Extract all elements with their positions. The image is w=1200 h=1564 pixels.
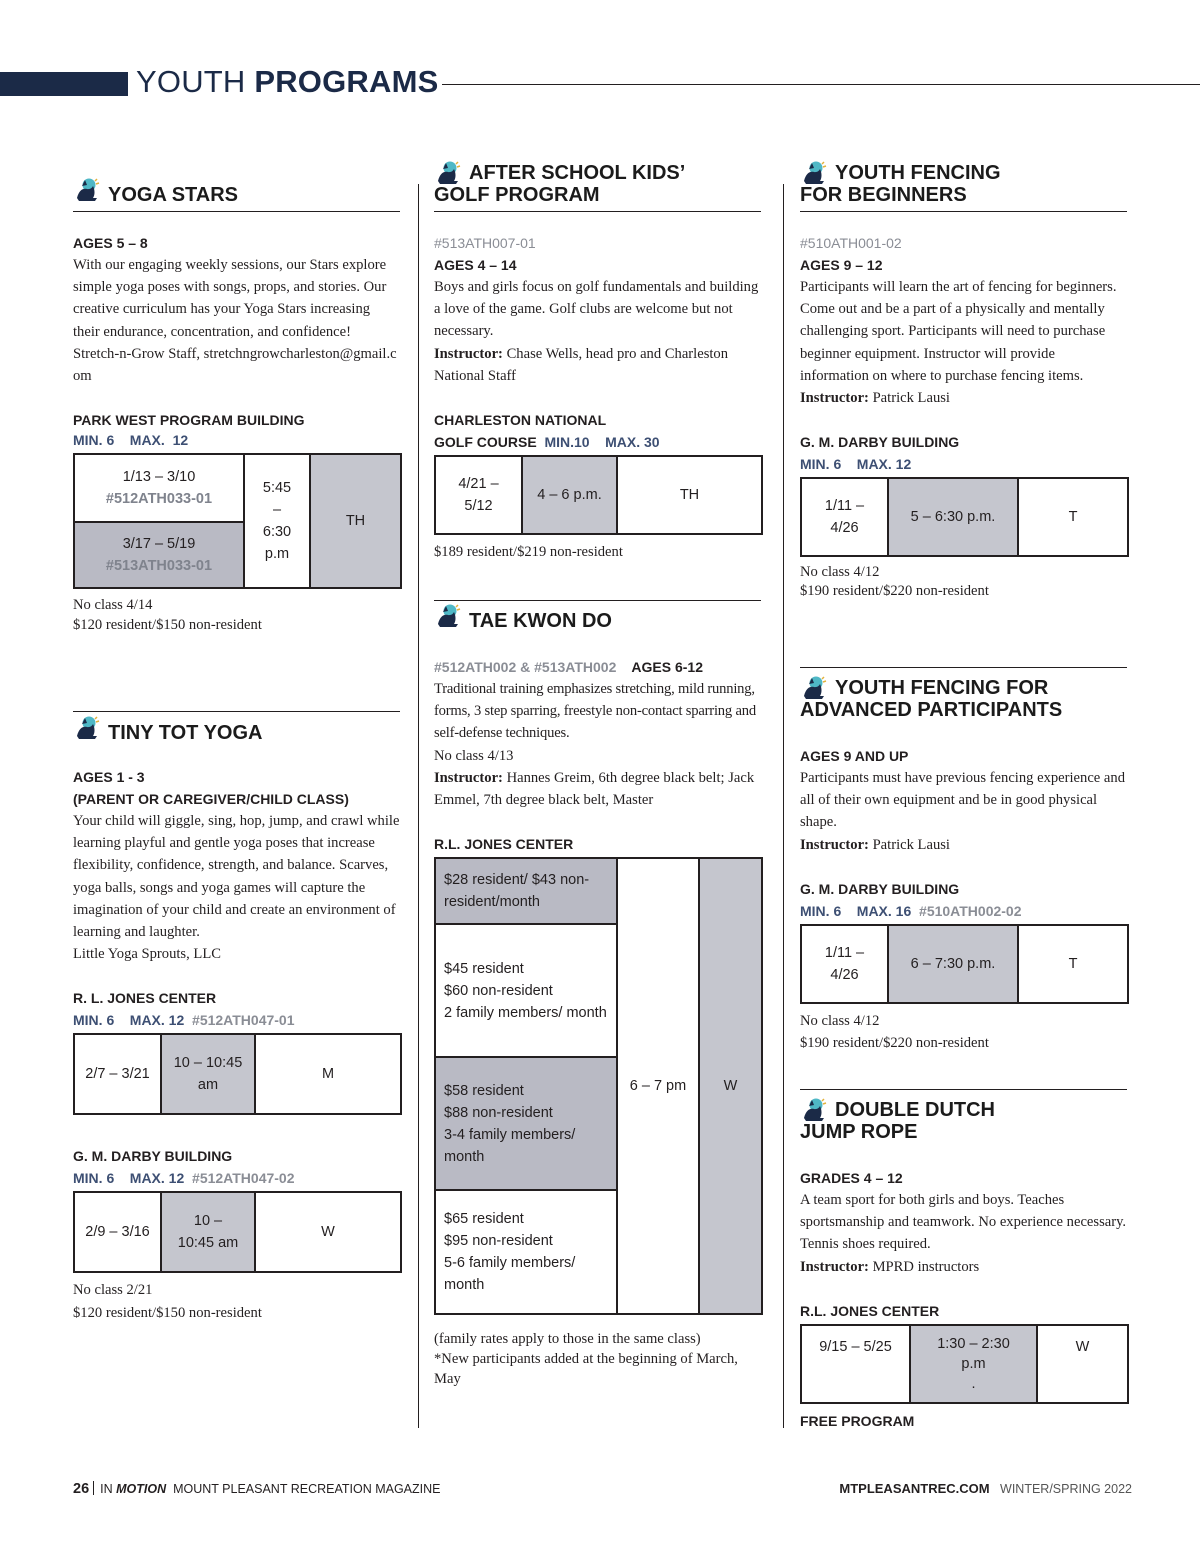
golf-price: $189 resident/$219 non-resident [434, 544, 623, 561]
rate-cell: $58 resident $88 non-resident 3-4 family members/ month [435, 1057, 617, 1190]
schedule-dates: 2/9 – 3/16 [74, 1192, 161, 1272]
yoga-stars-price: $120 resident/$150 non-resident [73, 617, 262, 634]
double-dutch-location: R.L. JONES CENTER [800, 1302, 940, 1319]
tiny-tot-schedule-1 [73, 1033, 402, 1115]
fencing-beginners-section [800, 162, 1127, 601]
golf-instructor: Instructor: Chase Wells, head pro and Charleston National Staff [434, 345, 729, 384]
tiny-tot-class-type: (PARENT OR CAREGIVER/CHILD CLASS) [73, 791, 349, 807]
taekwondo-schedule [434, 857, 763, 1315]
schedule-day: M [255, 1034, 401, 1114]
taekwondo-instructor: Instructor: Hannes Greim, 6th degree black belt; Jack Emmel, 7th degree black belt, Master [434, 769, 755, 809]
fencing-advanced-section: YOUTH FENCING FOR ADVANCED PARTICIPANTS AGES 9 AND UP Participants must have previous fencing experience and all of their own equipment and be in good physical shape. Instructor: Patrick Lausi G. M. DARBY BUILDING MIN. 6 MAX. 16 #510ATH002-02 1/11 – 4/26 6 – 7:30 p.m. T No class 4/12 $190 resident/$220 non-resident [800, 667, 1127, 1054]
yoga-stars-description: With our engaging weekly sessions, our Stars explore simple yoga poses with songs, props, and stories. Our creative curriculum has your Yoga Stars increasing their endurance, concentration, and confidence! [73, 257, 387, 340]
schedule-dates: 2/7 – 3/21 [74, 1034, 161, 1114]
header-bar [0, 72, 128, 96]
golf-description: Boys and girls focus on golf fundamentals and building a love of the game. Golf clubs are welcome but not necessary. [434, 279, 759, 340]
tiny-tot-price: $120 resident/$150 non-resident [73, 1304, 262, 1321]
tiny-tot-schedule-2 [73, 1191, 402, 1273]
rate-cell: $65 resident $95 non-resident 5-6 family members/ month [435, 1190, 617, 1314]
fencing-beginners-code: #510ATH001-02 [800, 235, 902, 251]
rate-cell: $45 resident $60 non-resident 2 family members/ month [435, 924, 617, 1057]
tiny-tot-ages: AGES 1 - 3 [73, 769, 145, 785]
fencing-beginners-price: $190 resident/$220 non-resident [800, 583, 989, 600]
schedule-cell: 3/17 – 5/19 #513ATH033-01 [74, 522, 244, 588]
program-icon [800, 159, 828, 187]
golf-title: AFTER SCHOOL KIDS’ GOLF PROGRAM [434, 162, 761, 206]
double-dutch-schedule [800, 1324, 1129, 1404]
schedule-day: T [1018, 925, 1128, 1003]
schedule-dates: 4/21 – 5/12 [435, 456, 522, 534]
fencing-advanced-description: Participants must have previous fencing experience and all of their own equipment and be in good physical shape. [800, 770, 1126, 831]
program-icon [434, 159, 462, 187]
fencing-advanced-location: G. M. DARBY BUILDING [800, 880, 960, 897]
header-rule [442, 84, 1200, 85]
site-link[interactable]: MTPLEASANTREC.COM [839, 1481, 990, 1496]
fencing-beginners-instructor: Instructor: Patrick Lausi [800, 390, 950, 407]
taekwondo-description: Traditional training emphasizes stretching, mild running, forms, 3 step sparring, freestyle non-contact sparring and self-defense techniques. [434, 681, 756, 742]
yoga-stars-note: No class 4/14 [73, 597, 153, 614]
schedule-time: 10 – 10:45 am [161, 1034, 255, 1114]
fencing-beginners-ages: AGES 9 – 12 [800, 257, 883, 273]
fencing-advanced-title: YOUTH FENCING FOR ADVANCED PARTICIPANTS [800, 677, 1127, 721]
schedule-time: 5 – 6:30 p.m. [888, 478, 1018, 556]
column-divider-2 [783, 184, 784, 1428]
fencing-beginners-note: No class 4/12 [800, 564, 880, 581]
fencing-advanced-instructor: Instructor: Patrick Lausi [800, 836, 950, 853]
schedule-time: 4 – 6 p.m. [522, 456, 617, 534]
tiny-tot-description: Your child will giggle, sing, hop, jump, and crawl while learning playful and gentle yoga poses that increase flexibility, confidence, strength, and balance. Scarves, yoga balls, songs and yoga games will capture the imagination of your child and create an environment of learning and laughter. [73, 813, 400, 941]
double-dutch-free: FREE PROGRAM [800, 1412, 915, 1429]
double-dutch-description: A team sport for both girls and boys. Teaches sportsmanship and teamwork. No experience necessary. Tennis shoes required. [800, 1192, 1127, 1253]
taekwondo-section: TAE KWON DO #512ATH002 & #513ATH002 AGES 6-12 Traditional training emphasizes stretching, mild running, forms, 3 step sparring, freestyle non-contact sparring and self-defense techniques. No class 4/13 Instructor: Hannes Greim, 6th degree black belt; Jack Emmel, 7th degree black belt, Master R.L. JONES CENTER $28 resident/ $43 non-resident/month 6 – 7 pm W $45 resident $60 non-resident 2 family members/ month $58 resident $88 non-resident 3-4 family members/ month $65 resident $95 non-resident 5-6 family members/ month (family rates apply to those in the same class) *New participants added at the beginning of March, May [434, 600, 761, 1389]
fencing-beginners-location: G. M. DARBY BUILDING [800, 434, 960, 451]
schedule-day: W [699, 858, 762, 1314]
schedule-time: 6 – 7 pm [617, 858, 699, 1314]
fencing-beginners-schedule [800, 477, 1129, 557]
golf-schedule [434, 455, 763, 535]
taekwondo-note-2: *New participants added at the beginning of March, May [434, 1351, 738, 1388]
tiny-tot-location-2: G. M. DARBY BUILDING [73, 1148, 233, 1165]
taekwondo-location: R.L. JONES CENTER [434, 836, 574, 853]
schedule-cell: 1/13 – 3/10 #512ATH033-01 [74, 454, 244, 522]
double-dutch-section [800, 1089, 1127, 1432]
double-dutch-instructor: Instructor: MPRD instructors [800, 1258, 980, 1275]
yoga-stars-staff: Stretch-n-Grow Staff, stretchngrowcharleston@gmail.com [73, 345, 397, 385]
schedule-time: 6 – 7:30 p.m. [888, 925, 1018, 1003]
schedule-time: 10 – 10:45 am [161, 1192, 255, 1272]
fencing-beginners-title: YOUTH FENCING FOR BEGINNERS [800, 162, 1127, 206]
program-icon [800, 674, 828, 702]
program-icon [73, 176, 101, 204]
schedule-day: T [1018, 478, 1128, 556]
fencing-advanced-ages: AGES 9 AND UP [800, 748, 909, 764]
double-dutch-grades: GRADES 4 – 12 [800, 1170, 903, 1186]
schedule-dates: 1/11 – 4/26 [801, 925, 888, 1003]
program-icon [800, 1096, 828, 1124]
taekwondo-noclass: No class 4/13 [434, 747, 514, 764]
yoga-stars-location: PARK WEST PROGRAM BUILDING [73, 412, 305, 429]
fencing-advanced-schedule [800, 924, 1129, 1004]
schedule-dates: 1/11 – 4/26 [801, 478, 888, 556]
tiny-tot-instructor: Little Yoga Sprouts, LLC [73, 946, 221, 963]
double-dutch-title: DOUBLE DUTCH JUMP ROPE [800, 1099, 1127, 1143]
program-icon [434, 602, 462, 630]
page-title: YOUTH PROGRAMS [136, 64, 439, 99]
fencing-advanced-note: No class 4/12 [800, 1012, 880, 1029]
golf-code: #513ATH007-01 [434, 235, 536, 251]
fencing-beginners-description: Participants will learn the art of fencing for beginners. Come out and be a part of a physically and mentally challenging sport. Participants will need to purchase beginner equipment. Instructor will provide information on where to purchase fencing items. [800, 279, 1117, 384]
tiny-tot-note: No class 2/21 [73, 1282, 153, 1299]
schedule-day: TH [617, 456, 762, 534]
golf-section: AFTER SCHOOL KIDS’ GOLF PROGRAM #513ATH007-01 AGES 4 – 14 Boys and girls focus on golf fundamentals and building a love of the game. Golf clubs are welcome but not necessary. Instructor: Chase Wells, head pro and Charleston National Staff CHARLESTON NATIONAL GOLF COURSE MIN.10 MAX. 30 4/21 – 5/12 4 – 6 p.m. TH $189 resident/$219 non-resident [434, 162, 761, 563]
yoga-stars-ages: AGES 5 – 8 [73, 235, 148, 251]
footer: 26 IN MOTION MOUNT PLEASANT RECREATION MAGAZINE MTPLEASANTREC.COM WINTER/SPRING 2022 [73, 1481, 1132, 1497]
tiny-tot-yoga-section: TINY TOT YOGA AGES 1 - 3 (PARENT OR CAREGIVER/CHILD CLASS) Your child will giggle, sing, hop, jump, and crawl while learning playful and gentle yoga poses that increase flexibility, confidence, strength, and balance. Scarves, yoga balls, songs and yoga games will capture the imagination of your child and create an environment of learning and laughter. Little Yoga Sprouts, LLC R. L. JONES CENTER MIN. 6 MAX. 12 #512ATH047-01 2/7 – 3/21 10 – 10:45 am M G. M. DARBY BUILDING MIN. 6 MAX. 12 #512ATH047-02 2/9 – 3/16 10 – 10:45 am W No class 2/21 $120 resident/$150 non-resident [73, 711, 400, 1324]
program-icon [73, 714, 101, 742]
schedule-time: 1:30 – 2:30 p.m . [910, 1325, 1037, 1403]
fencing-beginners-minmax: MIN. 6 MAX. 12 [800, 456, 912, 473]
schedule-day: W [255, 1192, 401, 1272]
schedule-time: 5:45 –6:30 p.m [244, 454, 310, 588]
yoga-stars-section [73, 184, 400, 635]
taekwondo-title: TAE KWON DO [434, 610, 761, 632]
golf-ages: AGES 4 – 14 [434, 257, 517, 273]
yoga-stars-minmax: MIN. 6 MAX. 12 [73, 432, 189, 449]
yoga-stars-title: YOGA STARS [73, 184, 400, 206]
taekwondo-note-1: (family rates apply to those in the same class) [434, 1331, 701, 1348]
yoga-stars-schedule [73, 453, 402, 589]
tiny-tot-title: TINY TOT YOGA [73, 722, 400, 744]
column-divider-1 [418, 184, 419, 1428]
schedule-day: W [1037, 1325, 1128, 1403]
tiny-tot-location-1: R. L. JONES CENTER [73, 990, 217, 1007]
schedule-dates: 9/15 – 5/25 [801, 1325, 910, 1403]
schedule-day: TH [310, 454, 401, 588]
rate-cell: $28 resident/ $43 non-resident/month [435, 858, 617, 924]
page-number: 26 [73, 1481, 90, 1497]
fencing-advanced-price: $190 resident/$220 non-resident [800, 1035, 989, 1052]
golf-location: CHARLESTON NATIONAL [434, 412, 607, 429]
